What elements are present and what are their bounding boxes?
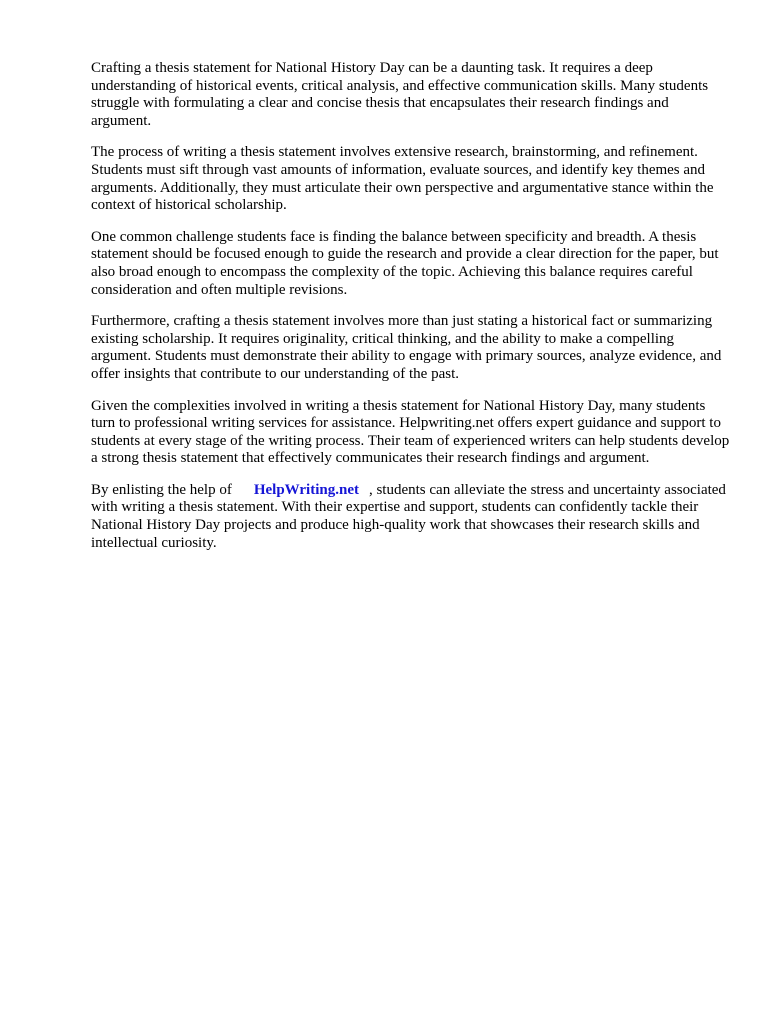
helpwriting-link[interactable]: HelpWriting.net xyxy=(253,481,359,498)
paragraph-challenge: One common challenge students face is finding the balance between specificity and breadth. A thesis statement should be focused enough to guide the research and provide a clear direction for the paper, but also broad enough to encompass the complexity of the topic. Achieving this balance requires careful consideration and often multiple revisions. xyxy=(91,228,719,298)
conclusion-text-before-link: By enlisting the help of xyxy=(91,481,232,498)
paragraph-conclusion xyxy=(91,482,731,552)
conclusion-text-after-link: , students can alleviate the stress and uncertainty associated with writing a thesis statement. With their expertise and support, students can confidently tackle their National History Day projects and produce high-quality work that showcases their research skills and intellectual curiosity. xyxy=(91,481,726,551)
paragraph-intro: Crafting a thesis statement for National History Day can be a daunting task. It requires a deep understanding of historical events, critical analysis, and effective communication skills. Many students struggle with formulating a clear and concise thesis that encapsulates their research findings and argument. xyxy=(91,60,709,129)
paragraph-originality: Furthermore, crafting a thesis statement involves more than just stating a historical fact or summarizing existing scholarship. It requires originality, critical thinking, and the ability to make a compelling argument. Students must demonstrate their ability to engage with primary sources, analyze evidence, and offer insights that contribute to our understanding of the past. xyxy=(91,313,722,382)
document-body xyxy=(91,60,731,566)
paragraph-process: The process of writing a thesis statement involves extensive research, brainstorming, and refinement. Students must sift through vast amounts of information, evaluate sources, and identify key themes and arguments. Additionally, they must articulate their own perspective and argumentative stance within the context of historical scholarship. xyxy=(91,144,714,214)
paragraph-services: Given the complexities involved in writing a thesis statement for National History Day, many students turn to professional writing services for assistance. Helpwriting.net offers expert guidance and support to students at every stage of the writing process. Their team of experienced writers can help students develop a strong thesis statement that effectively communicates their research findings and argument. xyxy=(91,397,730,467)
